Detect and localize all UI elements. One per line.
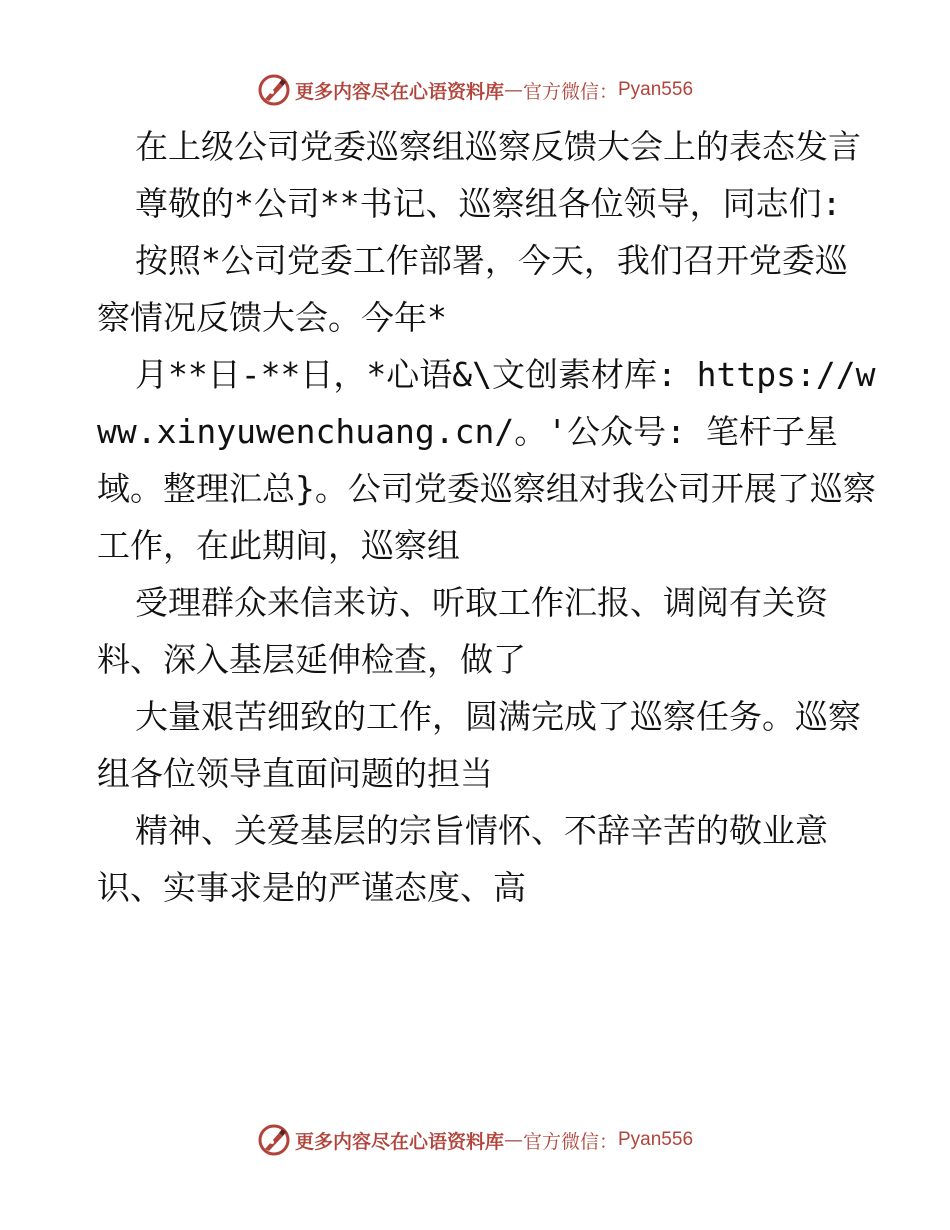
document-title: 在上级公司党委巡察组巡察反馈大会上的表态发言 — [135, 127, 861, 166]
paragraph: 受理群众来信来访、听取工作汇报、调阅有关资料、深入基层延伸检查，做了 — [97, 583, 828, 679]
paragraph: 按照*公司党委工作部署，今天，我们召开党委巡察情况反馈大会。今年* — [97, 241, 848, 337]
document-body — [97, 118, 877, 916]
banner-main-text: 更多内容尽在心语资料库 — [294, 1130, 504, 1153]
banner-dash: — — [503, 79, 523, 101]
pen-logo-icon — [257, 1123, 291, 1157]
banner-wechat-label: 官方微信： — [522, 80, 618, 103]
paragraph: 月**日-**日，*心语&\文创素材库: https://www.xinyuwenchuang.cn/。'公众号: 笔杆子星域。整理汇总}。公司党委巡察组对我公司开展了巡察工作，在此期间，巡察组 — [97, 355, 876, 565]
banner-wechat-id: Pyan556 — [618, 79, 694, 100]
pen-logo-icon — [257, 73, 291, 107]
banner-wechat-id: Pyan556 — [618, 1129, 694, 1150]
footer-banner — [0, 1120, 950, 1160]
paragraph: 尊敬的*公司**书记、巡察组各位领导，同志们: — [135, 184, 842, 223]
paragraph: 大量艰苦细致的工作，圆满完成了巡察任务。巡察组各位领导直面问题的担当 — [97, 697, 861, 793]
banner-wechat-label: 官方微信： — [522, 1130, 618, 1153]
banner-dash: — — [503, 1129, 523, 1151]
header-banner — [0, 70, 950, 110]
paragraph: 精神、关爱基层的宗旨情怀、不辞辛苦的敬业意识、实事求是的严谨态度、高 — [97, 811, 828, 907]
banner-main-text: 更多内容尽在心语资料库 — [294, 80, 504, 103]
